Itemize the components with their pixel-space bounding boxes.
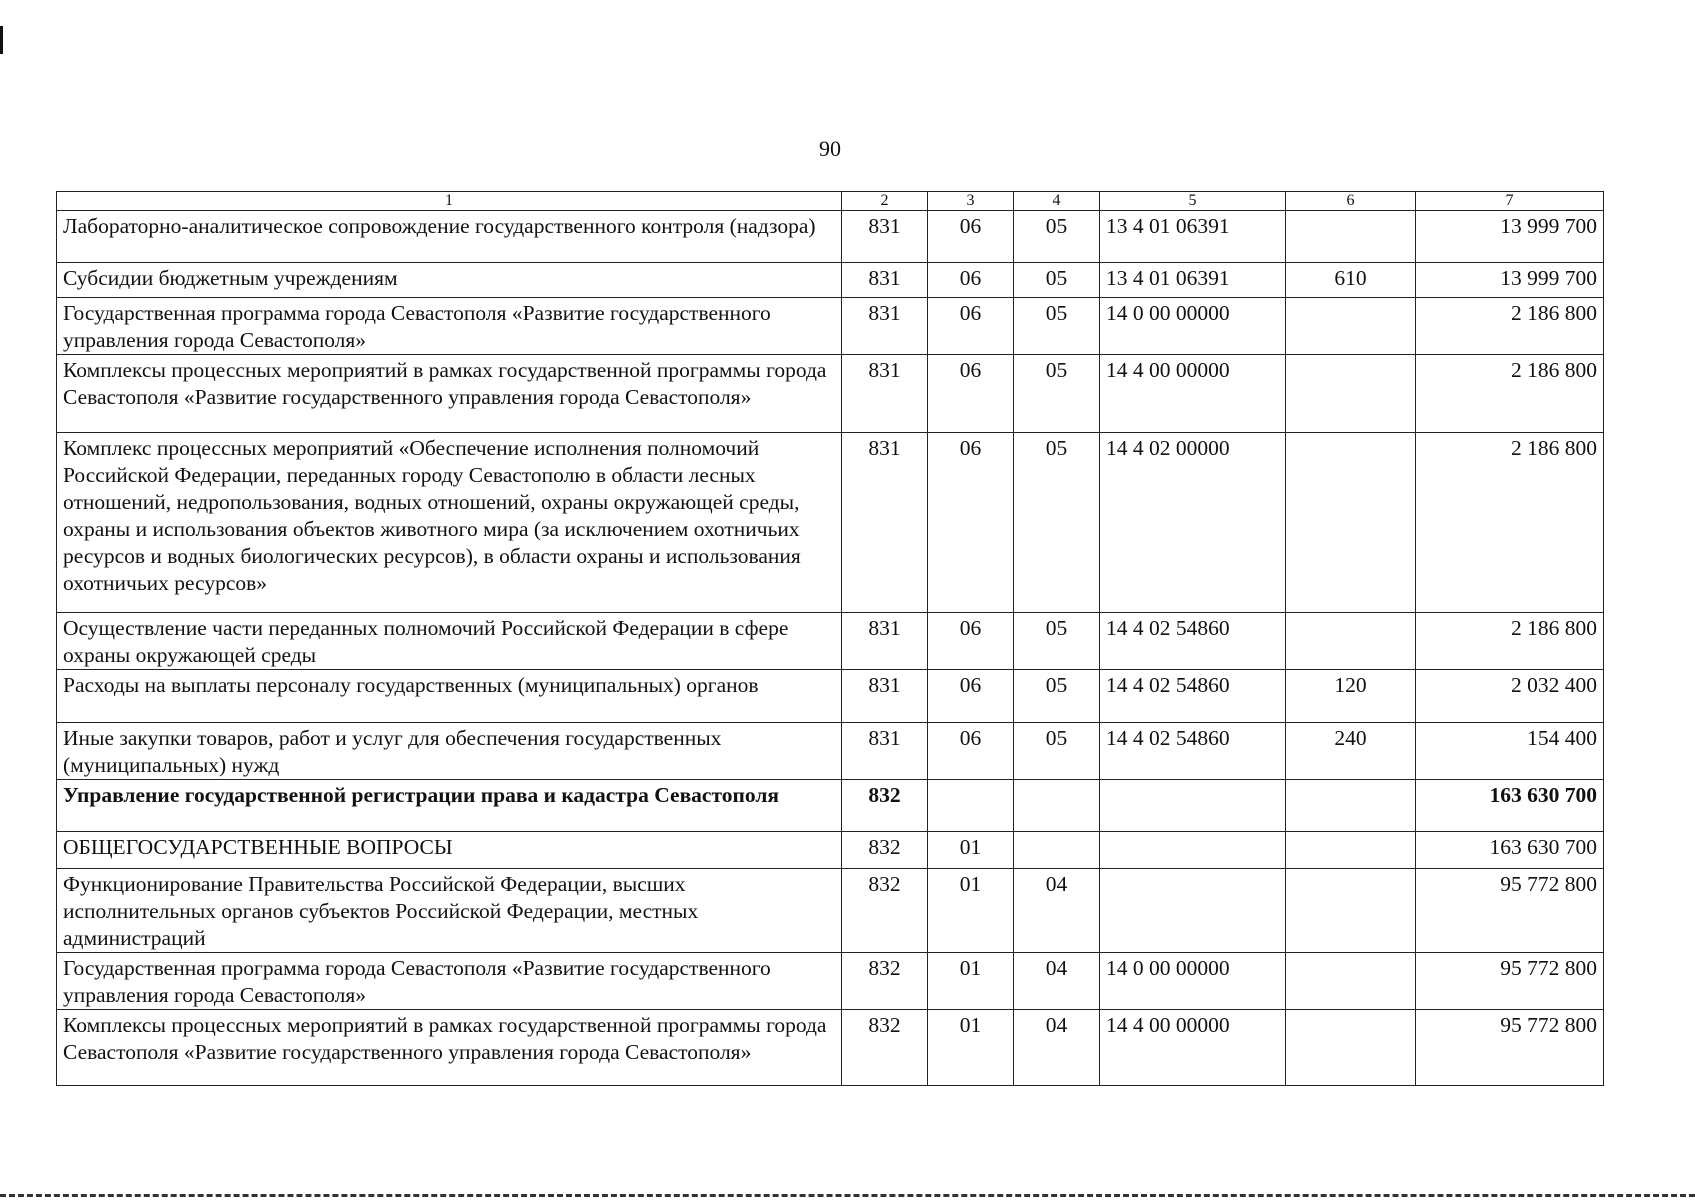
cell-section-code: 06: [928, 433, 1014, 613]
cell-section-code: 06: [928, 263, 1014, 298]
cell-subsection-code: [1014, 780, 1100, 832]
cell-subsection-code: [1014, 832, 1100, 869]
scan-margin-mark: [0, 26, 3, 54]
cell-expense-type: [1286, 832, 1416, 869]
table-row: [57, 355, 1604, 433]
cell-name: Управление государственной регистрации права и кадастра Севастополя: [57, 780, 842, 832]
cell-amount: 163 630 700: [1416, 832, 1604, 869]
table-row: [57, 211, 1604, 263]
cell-subsection-code: 05: [1014, 355, 1100, 433]
cell-subsection-code: 05: [1014, 670, 1100, 723]
cell-department-code: 831: [842, 263, 928, 298]
cell-name: Субсидии бюджетным учреждениям: [57, 263, 842, 298]
cell-amount: 2 186 800: [1416, 298, 1604, 355]
cell-target-article: 14 0 00 00000: [1100, 298, 1286, 355]
cell-department-code: 831: [842, 670, 928, 723]
column-header-2: 2: [842, 192, 928, 211]
cell-name: Государственная программа города Севастополя «Развитие государственного управления города Севастополя»: [57, 298, 842, 355]
cell-department-code: 831: [842, 211, 928, 263]
table-row: [57, 433, 1604, 613]
cell-expense-type: [1286, 211, 1416, 263]
cell-section-code: 01: [928, 1010, 1014, 1086]
cell-department-code: 832: [842, 869, 928, 953]
cell-section-code: 06: [928, 355, 1014, 433]
cell-name: Иные закупки товаров, работ и услуг для обеспечения государственных (муниципальных) нужд: [57, 723, 842, 780]
column-header-7: 7: [1416, 192, 1604, 211]
cell-name: Комплексы процессных мероприятий в рамках государственной программы города Севастополя «Развитие государственного управления города Севастополя»: [57, 355, 842, 433]
cell-department-code: 831: [842, 433, 928, 613]
cell-subsection-code: 05: [1014, 723, 1100, 780]
cell-department-code: 832: [842, 953, 928, 1010]
column-header-6: 6: [1286, 192, 1416, 211]
cell-amount: 2 186 800: [1416, 355, 1604, 433]
cell-expense-type: [1286, 780, 1416, 832]
cell-subsection-code: 04: [1014, 1010, 1100, 1086]
cell-target-article: 14 0 00 00000: [1100, 953, 1286, 1010]
cell-amount: 95 772 800: [1416, 1010, 1604, 1086]
cell-amount: 13 999 700: [1416, 211, 1604, 263]
cell-section-code: [928, 780, 1014, 832]
column-header-1: 1: [57, 192, 842, 211]
table-row: [57, 953, 1604, 1010]
table-row: [57, 1010, 1604, 1086]
cell-department-code: 831: [842, 355, 928, 433]
cell-name: Лабораторно-аналитическое сопровождение государственного контроля (надзора): [57, 211, 842, 263]
cell-section-code: 06: [928, 723, 1014, 780]
cell-target-article: 14 4 02 00000: [1100, 433, 1286, 613]
cell-name: Государственная программа города Севастополя «Развитие государственного управления города Севастополя»: [57, 953, 842, 1010]
cell-section-code: 01: [928, 953, 1014, 1010]
cell-section-code: 01: [928, 832, 1014, 869]
cell-target-article: 14 4 02 54860: [1100, 613, 1286, 670]
cell-expense-type: [1286, 433, 1416, 613]
page-number: 90: [819, 136, 841, 161]
table-body: [57, 211, 1604, 1086]
cell-target-article: 14 4 02 54860: [1100, 670, 1286, 723]
cell-amount: 154 400: [1416, 723, 1604, 780]
cell-target-article: 14 4 02 54860: [1100, 723, 1286, 780]
cell-department-code: 832: [842, 832, 928, 869]
cell-subsection-code: 05: [1014, 263, 1100, 298]
table-row: [57, 780, 1604, 832]
cell-expense-type: [1286, 613, 1416, 670]
cell-amount: 2 186 800: [1416, 433, 1604, 613]
column-header-3: 3: [928, 192, 1014, 211]
cell-expense-type: [1286, 953, 1416, 1010]
table-row: [57, 263, 1604, 298]
cell-expense-type: 610: [1286, 263, 1416, 298]
cell-target-article: [1100, 869, 1286, 953]
cell-amount: 95 772 800: [1416, 869, 1604, 953]
cell-target-article: [1100, 832, 1286, 869]
cell-subsection-code: 04: [1014, 869, 1100, 953]
cell-department-code: 832: [842, 780, 928, 832]
cell-subsection-code: 05: [1014, 433, 1100, 613]
cell-department-code: 831: [842, 298, 928, 355]
cell-expense-type: [1286, 1010, 1416, 1086]
cell-expense-type: [1286, 869, 1416, 953]
table-row: [57, 298, 1604, 355]
cell-name: Комплекс процессных мероприятий «Обеспечение исполнения полномочий Российской Федерации, переданных городу Севастополю в области лесных отношений, недропользования, водных отношений, охраны окружающей среды, охраны и использования объектов животного мира (за исключением охотничьих ресурсов и водных биологических ресурсов), в области охраны и использования охотничьих ресурсов»: [57, 433, 842, 613]
cell-target-article: 14 4 00 00000: [1100, 355, 1286, 433]
cell-target-article: 14 4 00 00000: [1100, 1010, 1286, 1086]
cell-section-code: 01: [928, 869, 1014, 953]
cell-amount: 13 999 700: [1416, 263, 1604, 298]
page-bottom-edge: [0, 1194, 1695, 1197]
cell-expense-type: 120: [1286, 670, 1416, 723]
table-row: [57, 832, 1604, 869]
cell-department-code: 832: [842, 1010, 928, 1086]
cell-subsection-code: 05: [1014, 211, 1100, 263]
cell-name: Комплексы процессных мероприятий в рамках государственной программы города Севастополя «Развитие государственного управления города Севастополя»: [57, 1010, 842, 1086]
cell-expense-type: [1286, 355, 1416, 433]
cell-section-code: 06: [928, 670, 1014, 723]
cell-department-code: 831: [842, 613, 928, 670]
cell-name: Расходы на выплаты персоналу государственных (муниципальных) органов: [57, 670, 842, 723]
table-row: [57, 869, 1604, 953]
cell-subsection-code: 05: [1014, 298, 1100, 355]
cell-amount: 2 186 800: [1416, 613, 1604, 670]
cell-subsection-code: 05: [1014, 613, 1100, 670]
cell-expense-type: 240: [1286, 723, 1416, 780]
table-row: [57, 613, 1604, 670]
column-number-row: [57, 192, 1604, 211]
cell-amount: 2 032 400: [1416, 670, 1604, 723]
cell-name: Осуществление части переданных полномочий Российской Федерации в сфере охраны окружающей среды: [57, 613, 842, 670]
column-header-4: 4: [1014, 192, 1100, 211]
table-row: [57, 670, 1604, 723]
cell-subsection-code: 04: [1014, 953, 1100, 1010]
cell-department-code: 831: [842, 723, 928, 780]
cell-amount: 95 772 800: [1416, 953, 1604, 1010]
cell-target-article: [1100, 780, 1286, 832]
column-header-5: 5: [1100, 192, 1286, 211]
cell-section-code: 06: [928, 298, 1014, 355]
cell-name: ОБЩЕГОСУДАРСТВЕННЫЕ ВОПРОСЫ: [57, 832, 842, 869]
table-row: [57, 723, 1604, 780]
budget-table: [56, 191, 1604, 1086]
cell-section-code: 06: [928, 211, 1014, 263]
cell-target-article: 13 4 01 06391: [1100, 211, 1286, 263]
cell-expense-type: [1286, 298, 1416, 355]
cell-target-article: 13 4 01 06391: [1100, 263, 1286, 298]
cell-amount: 163 630 700: [1416, 780, 1604, 832]
cell-section-code: 06: [928, 613, 1014, 670]
cell-name: Функционирование Правительства Российской Федерации, высших исполнительных органов субъектов Российской Федерации, местных администраций: [57, 869, 842, 953]
